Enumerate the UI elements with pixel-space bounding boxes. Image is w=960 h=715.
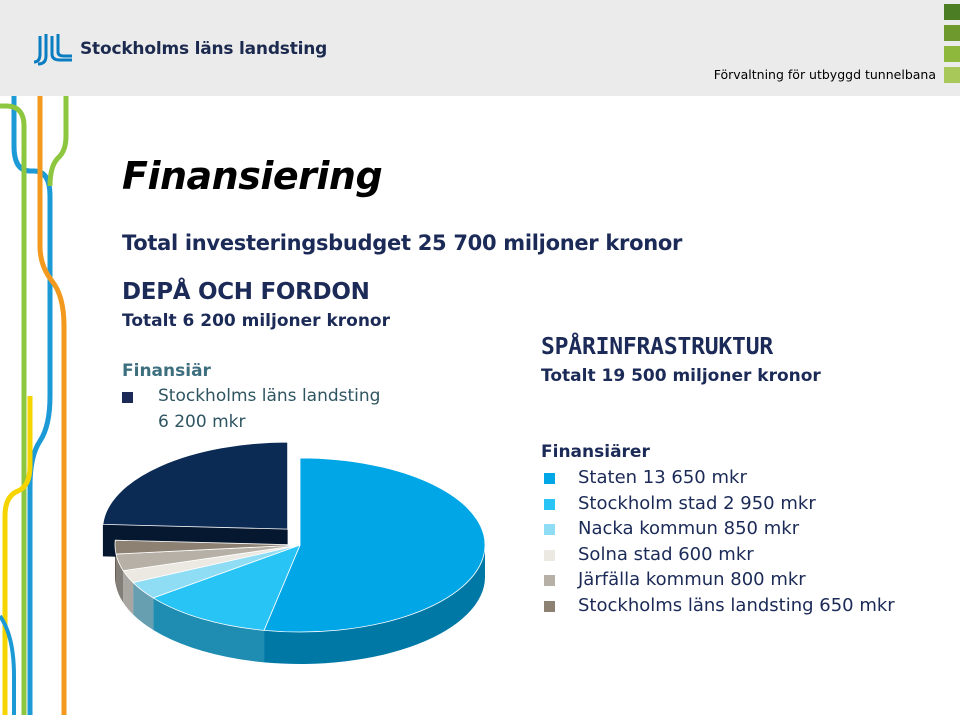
brand-name: Stockholms läns landsting	[80, 39, 328, 59]
legend-label: Solna stad 600 mkr	[578, 543, 754, 565]
legend-label: Nacka kommun 850 mkr	[578, 518, 800, 539]
legend-label: Järfälla kommun 800 mkr	[578, 569, 806, 590]
depa-total: Totalt 6 200 miljoner kronor	[122, 311, 390, 331]
spar-heading: SPÅRINFRASTRUKTUR	[541, 334, 774, 360]
spar-total: Totalt 19 500 miljoner kronor	[541, 366, 821, 386]
page-title: Finansiering	[122, 154, 383, 198]
legend-label: Staten 13 650 mkr	[578, 467, 747, 488]
depa-amount: 6 200 mkr	[158, 412, 246, 432]
pie-slice	[103, 442, 288, 529]
depa-heading: DEPÅ OCH FORDON	[122, 279, 370, 305]
header-subtitle: Förvaltning för utbyggd tunnelbana	[713, 67, 936, 82]
depa-financier-label: Finansiär	[122, 361, 211, 381]
depa-financier-name: Stockholms läns landsting	[158, 386, 381, 406]
legend-label: Stockholms läns landsting 650 mkr	[578, 594, 895, 616]
legend-label: Stockholm stad 2 950 mkr	[578, 492, 816, 514]
spar-financiers-label: Finansiärer	[541, 442, 650, 462]
page-subtitle: Total investeringsbudget 25 700 miljoner kronor	[122, 231, 683, 255]
